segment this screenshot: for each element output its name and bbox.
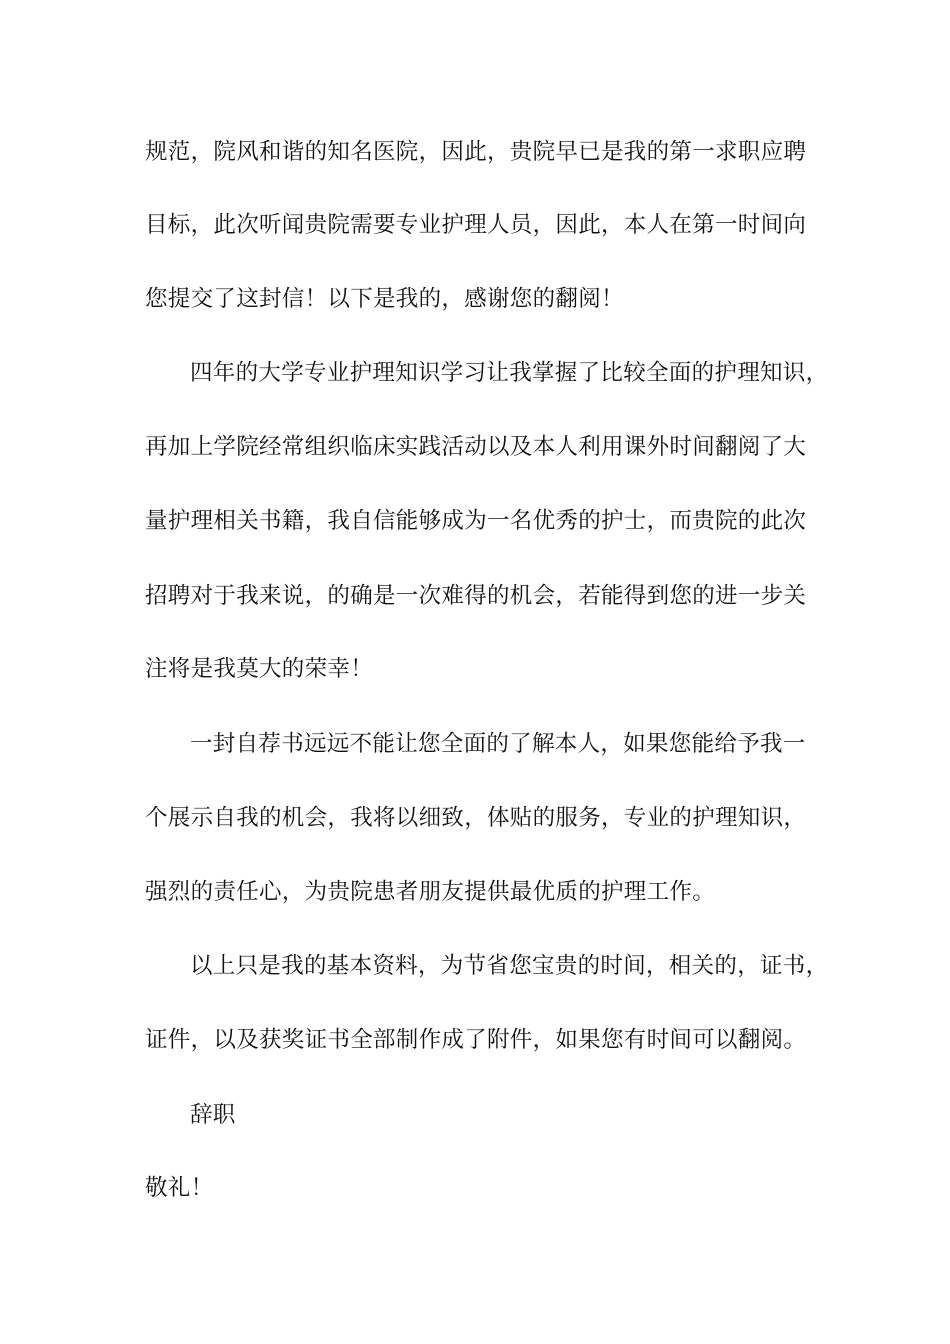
text-line: 个展示自我的机会，我将以细致，体贴的服务，专业的护理知识， [145, 805, 807, 831]
text-line: 量护理相关书籍，我自信能够成为一名优秀的护士，而贵院的此次 [145, 508, 807, 534]
paragraph-first-line: 以上只是我的基本资料，为节省您宝贵的时间，相关的，证书， [190, 953, 829, 979]
text-line: 强烈的责任心，为贵院患者朋友提供最优质的护理工作。 [145, 879, 716, 905]
salutation: 敬礼！ [145, 1175, 214, 1201]
text-line: 您提交了这封信！以下是我的，感谢您的翻阅！ [145, 286, 624, 312]
text-line: 规范，院风和谐的知名医院，因此，贵院早已是我的第一求职应聘 [145, 139, 807, 165]
text-line: 目标，此次听闻贵院需要专业护理人员，因此，本人在第一时间向 [145, 212, 807, 238]
text-line: 证件，以及获奖证书全部制作成了附件，如果您有时间可以翻阅。 [145, 1027, 807, 1053]
text-line: 招聘对于我来说，的确是一次难得的机会，若能得到您的进一步关 [145, 583, 807, 609]
paragraph-first-line: 一封自荐书远远不能让您全面的了解本人，如果您能给予我一 [190, 731, 806, 757]
text-line: 再加上学院经常组织临床实践活动以及本人利用课外时间翻阅了大 [145, 434, 807, 460]
text-line: 注将是我莫大的荣幸！ [145, 656, 374, 682]
paragraph-first-line: 四年的大学专业护理知识学习让我掌握了比较全面的护理知识， [190, 360, 829, 386]
closing-phrase: 辞职 [190, 1102, 236, 1128]
